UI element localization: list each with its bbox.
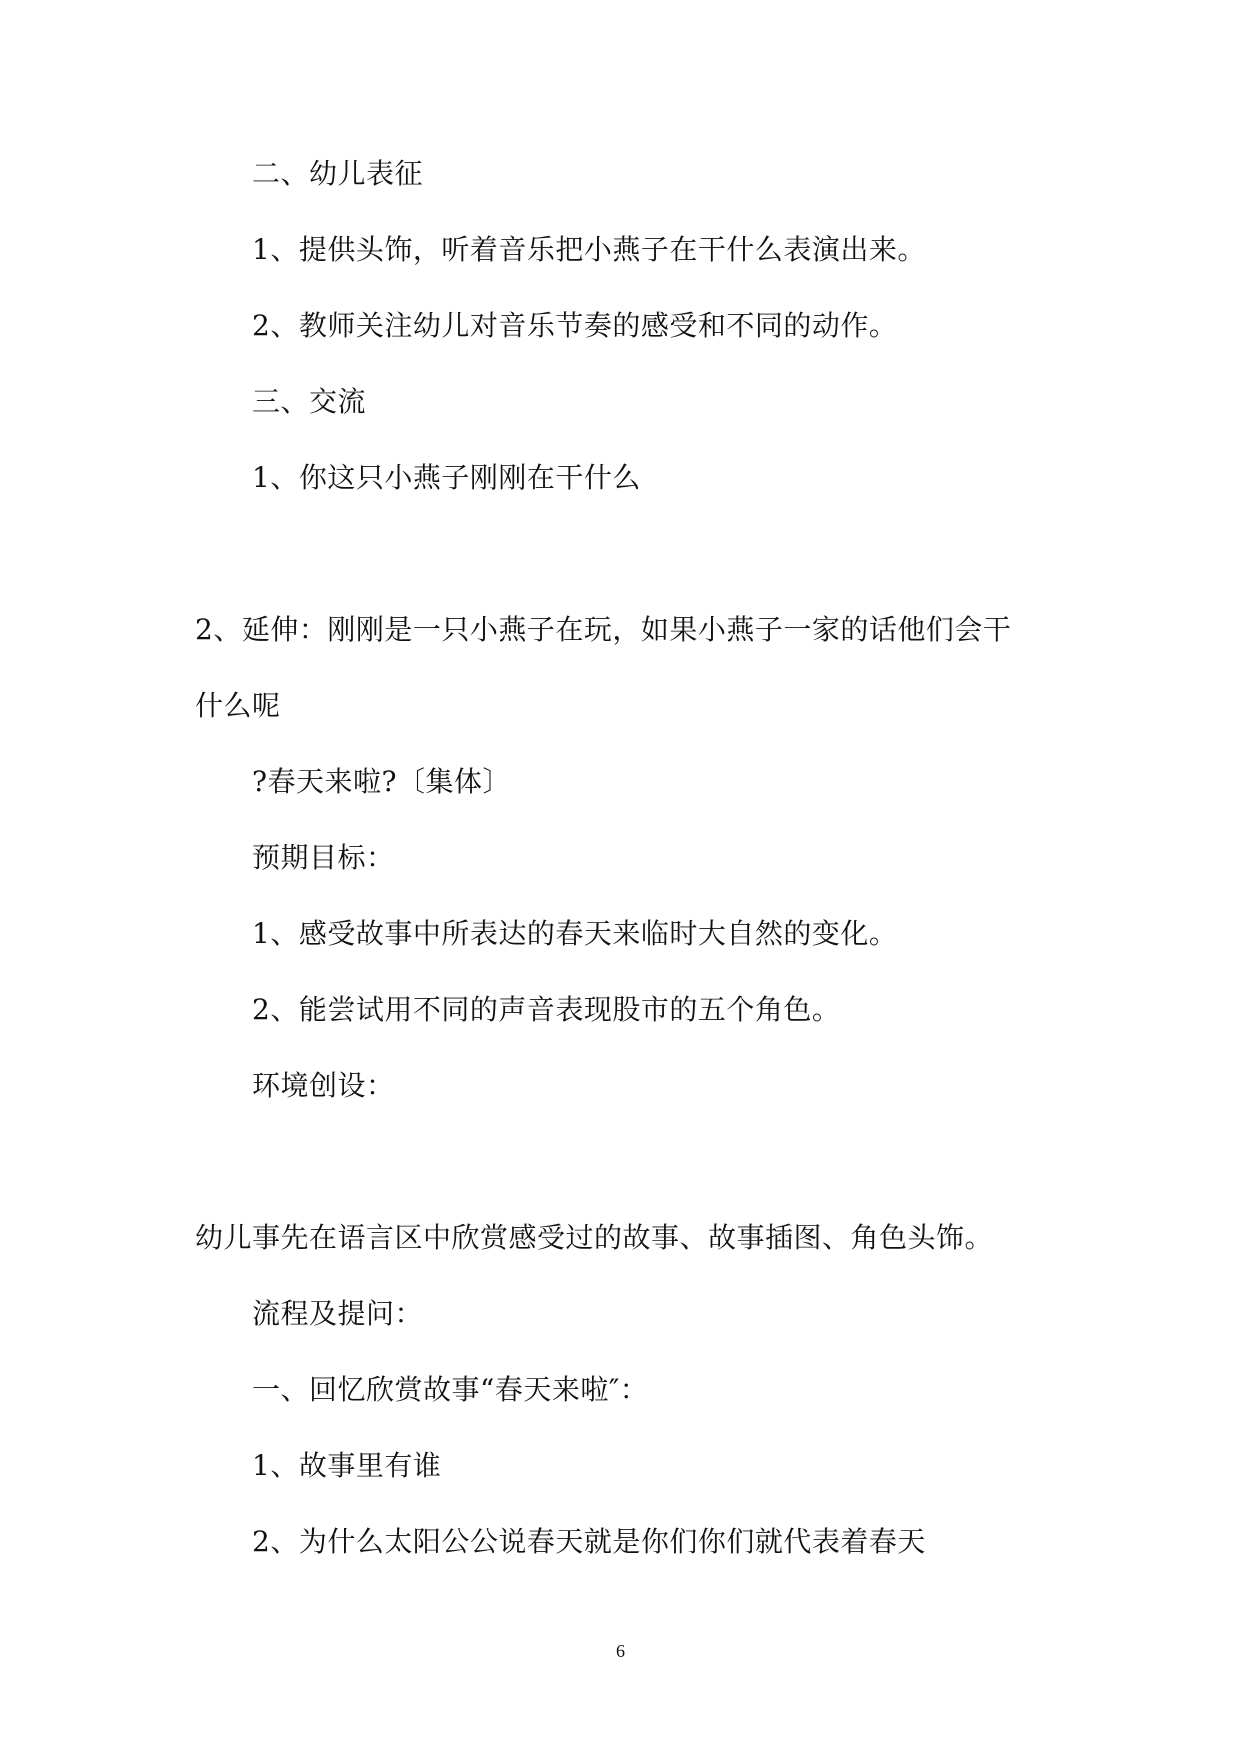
paragraph-line: 2、延伸：刚刚是一只小燕子在玩，如果小燕子一家的话他们会干 — [195, 613, 1012, 646]
paragraph-line: 2、教师关注幼儿对音乐节奏的感受和不同的动作。 — [252, 309, 898, 342]
section-heading-representation: 二、幼儿表征 — [252, 157, 424, 190]
paragraph-line: 1、感受故事中所表达的春天来临时大自然的变化。 — [252, 917, 898, 950]
section-heading-environment: 环境创设： — [252, 1069, 395, 1102]
section-heading-exchange: 三、交流 — [252, 385, 367, 418]
paragraph-line: 一、回忆欣赏故事“春天来啦″： — [252, 1373, 649, 1406]
paragraph-line: 1、你这只小燕子刚刚在干什么 — [252, 461, 641, 494]
paragraph-line: 2、能尝试用不同的声音表现股市的五个角色。 — [252, 993, 841, 1026]
section-heading-goals: 预期目标： — [252, 841, 395, 874]
paragraph-line: 幼儿事先在语言区中欣赏感受过的故事、故事插图、角色头饰。 — [195, 1221, 994, 1254]
activity-title: ?春天来啦?〔集体〕 — [252, 765, 512, 798]
paragraph-line: 什么呢 — [195, 689, 281, 722]
paragraph-line: 2、为什么太阳公公说春天就是你们你们就代表着春天 — [252, 1525, 926, 1558]
paragraph-line: 1、故事里有谁 — [252, 1449, 442, 1482]
page-number: 6 — [616, 1641, 625, 1661]
paragraph-line: 1、提供头饰，听着音乐把小燕子在干什么表演出来。 — [252, 233, 926, 266]
section-heading-process: 流程及提问： — [252, 1297, 424, 1330]
